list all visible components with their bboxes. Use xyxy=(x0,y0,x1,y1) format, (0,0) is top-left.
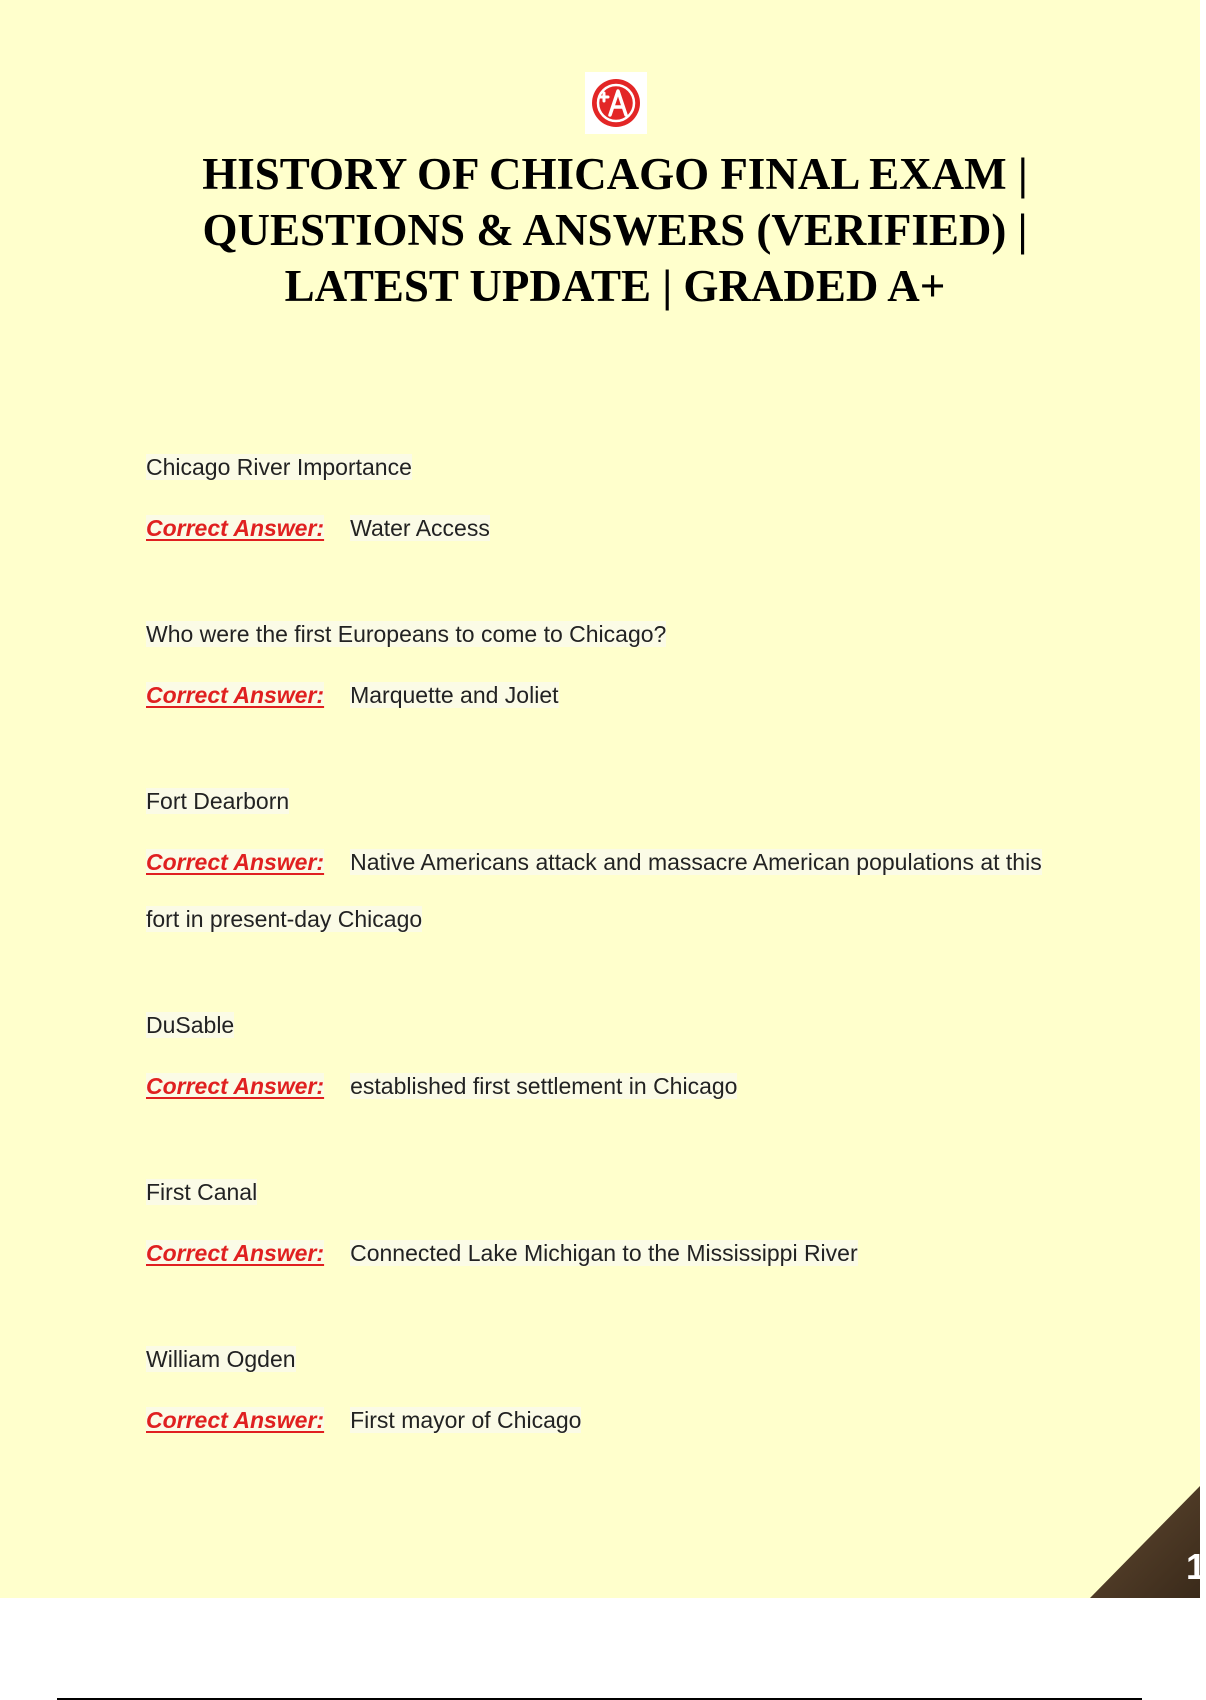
qa-item xyxy=(146,1338,1066,1449)
correct-answer-label: Correct Answer: xyxy=(146,682,325,708)
qa-item xyxy=(146,1171,1066,1282)
answer-text: Connected Lake Michigan to the Mississippi River xyxy=(350,1240,858,1266)
a-plus-grade-icon xyxy=(585,72,647,134)
qa-list xyxy=(146,446,1066,1505)
answer-row xyxy=(146,834,1066,948)
correct-answer-label: Correct Answer: xyxy=(146,1073,325,1099)
correct-answer-label: Correct Answer: xyxy=(146,1407,325,1433)
correct-answer-label: Correct Answer: xyxy=(146,849,325,875)
question-text: Who were the first Europeans to come to Chicago? xyxy=(146,621,667,647)
page-corner-decoration xyxy=(1090,1486,1200,1598)
qa-item xyxy=(146,446,1066,557)
answer-text: established first settlement in Chicago xyxy=(350,1073,738,1099)
answer-row xyxy=(146,500,1066,557)
page-number: 1 xyxy=(1185,1546,1206,1587)
document-title: HISTORY OF CHICAGO FINAL EXAM | QUESTIONS & ANSWERS (VERIFIED) | LATEST UPDATE | GRADED A+ xyxy=(202,149,1028,311)
qa-item xyxy=(146,1004,1066,1115)
answer-text: Water Access xyxy=(350,515,490,541)
qa-item xyxy=(146,613,1066,724)
question-text: Chicago River Importance xyxy=(146,454,412,480)
question-text: Fort Dearborn xyxy=(146,788,290,814)
answer-row xyxy=(146,1058,1066,1115)
answer-text: Marquette and Joliet xyxy=(350,682,559,708)
answer-text: Native Americans attack and massacre American populations at this fort in present-day Chicago xyxy=(146,849,1042,932)
answer-text: First mayor of Chicago xyxy=(350,1407,582,1433)
question-text: DuSable xyxy=(146,1012,235,1038)
answer-row xyxy=(146,1225,1066,1282)
qa-item xyxy=(146,780,1066,948)
correct-answer-label: Correct Answer: xyxy=(146,515,325,541)
correct-answer-label: Correct Answer: xyxy=(146,1240,325,1266)
question-text: William Ogden xyxy=(146,1346,296,1372)
answer-row xyxy=(146,1392,1066,1449)
question-text: First Canal xyxy=(146,1179,258,1205)
answer-row xyxy=(146,667,1066,724)
